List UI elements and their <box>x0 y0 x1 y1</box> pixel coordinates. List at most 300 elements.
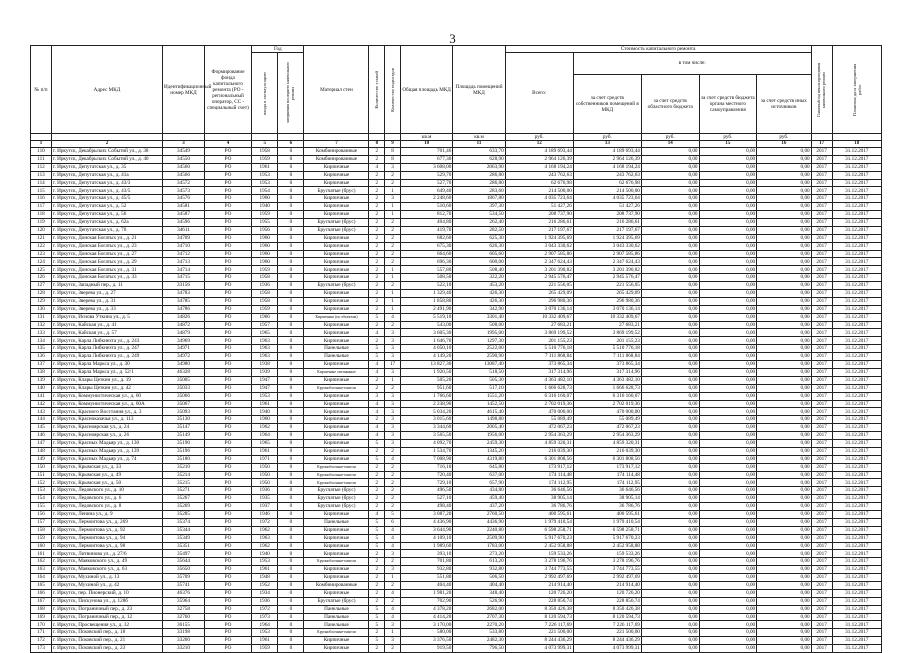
table-cell: РО <box>204 305 251 313</box>
table-cell: РО <box>204 187 251 195</box>
floors-header-text: Количество этажей <box>374 70 380 109</box>
table-row <box>31 353 882 361</box>
table-cell: 0,00 <box>641 408 699 416</box>
table-cell: 2 <box>369 479 385 487</box>
table-cell: 0 <box>278 345 304 353</box>
table-cell: 171 <box>31 629 52 637</box>
table-cell: 134 <box>31 337 52 345</box>
table-cell: 0 <box>278 305 304 313</box>
table-cell: 136 <box>31 353 52 361</box>
table-cell: 35267 <box>163 495 205 503</box>
table-cell: Панельные <box>304 345 369 353</box>
table-cell: 2017 <box>811 155 832 163</box>
table-cell: 2 <box>369 171 385 179</box>
table-cell: 146 <box>31 432 52 440</box>
table-cell: 1961 <box>252 163 278 171</box>
table-cell: 214 500,00 <box>573 187 641 195</box>
table-cell: 2 <box>369 321 385 329</box>
table-cell: 111 <box>31 155 52 163</box>
col-id-header: Идентификационный номер МКД <box>163 46 205 134</box>
table-cell: Кирпичные <box>304 337 369 345</box>
table-cell: 243 762,63 <box>573 171 641 179</box>
table-cell: г. Иркутск, Литвинова ул., д. 27/6 <box>51 550 162 558</box>
table-cell: 393,10 <box>400 550 452 558</box>
table-cell: 137 <box>31 361 52 369</box>
table-cell: 35344 <box>163 526 205 534</box>
table-cell: 151 <box>31 471 52 479</box>
table-cell: 0 <box>278 361 304 369</box>
table-cell: 2 <box>369 179 385 187</box>
table-cell: 27 683,21 <box>505 321 573 329</box>
table-cell: 0,00 <box>699 400 757 408</box>
table-cell: 0 <box>278 455 304 463</box>
table-cell: 1953 <box>252 179 278 187</box>
table-cell: 5 <box>369 637 385 645</box>
table-cell: 31.12.2017 <box>832 321 881 329</box>
table-cell: 34713 <box>163 258 205 266</box>
table-cell: 35215 <box>163 479 205 487</box>
table-cell: 1 <box>385 274 401 282</box>
table-cell: 3 <box>385 345 401 353</box>
table-cell: 1961 <box>252 566 278 574</box>
table-cell: 31.12.2017 <box>832 424 881 432</box>
table-cell: 1960 <box>252 234 278 242</box>
table-cell: 1 <box>385 376 401 384</box>
table-cell: 342,90 <box>453 305 505 313</box>
table-cell: 35644 <box>163 558 205 566</box>
table-cell: Кирпичные (по объектам) <box>304 313 369 321</box>
table-cell: 0,00 <box>641 471 699 479</box>
table-cell: 1 858,80 <box>400 297 452 305</box>
table-cell: 0,00 <box>757 597 811 605</box>
table-cell: 0 <box>278 353 304 361</box>
table-cell: РО <box>204 234 251 242</box>
table-cell: 2 <box>385 234 401 242</box>
table-cell: 217 197,67 <box>573 226 641 234</box>
table-row <box>31 503 882 511</box>
table-cell: РО <box>204 637 251 645</box>
table-cell: 2017 <box>811 226 832 234</box>
table-cell: РО <box>204 542 251 550</box>
table-cell: 31.12.2017 <box>832 566 881 574</box>
table-cell: 34550 <box>163 155 205 163</box>
table-cell: 2017 <box>811 424 832 432</box>
table-cell: 129 <box>31 297 52 305</box>
table-cell: 31.12.2017 <box>832 282 881 290</box>
table-cell: 404,40 <box>400 581 452 589</box>
table-cell: 2522,00 <box>453 345 505 353</box>
table-row <box>31 368 882 376</box>
table-cell: 1 646,70 <box>400 337 452 345</box>
table-cell: РО <box>204 574 251 582</box>
table-cell: 1940 <box>252 550 278 558</box>
table-cell: 0,00 <box>757 211 811 219</box>
table-cell: 35271 <box>163 487 205 495</box>
table-cell: 4 <box>369 408 385 416</box>
table-cell: 3 <box>385 637 401 645</box>
table-cell: Брусчатые (брус) <box>304 597 369 605</box>
table-cell: 34560 <box>163 163 205 171</box>
table-cell: 112 <box>31 163 52 171</box>
table-cell: Кирпичные <box>304 290 369 298</box>
table-cell: г. Иркутск, Ледовского ул., д. 10 <box>51 487 162 495</box>
table-cell: 139 <box>31 376 52 384</box>
column-index-cell: 4 <box>204 141 251 148</box>
table-cell: 3 043 330,62 <box>505 242 573 250</box>
table-cell: 0 <box>278 234 304 242</box>
table-cell: г. Иркутск, Донская Богатых ул., д. 29 <box>51 258 162 266</box>
table-cell: 0 <box>278 155 304 163</box>
table-cell: РО <box>204 495 251 503</box>
table-cell: РО <box>204 503 251 511</box>
table-cell: 3 <box>385 566 401 574</box>
table-cell: 2 <box>369 148 385 156</box>
table-cell: 0,00 <box>699 282 757 290</box>
table-cell: РО <box>204 274 251 282</box>
table-cell: 2 <box>385 258 401 266</box>
table-cell: 0,00 <box>757 274 811 282</box>
table-cell: 1963 <box>252 337 278 345</box>
table-cell: 221 556,05 <box>505 282 573 290</box>
table-cell: 2 <box>369 195 385 203</box>
table-cell: 31.12.2017 <box>832 337 881 345</box>
table-cell: 720,40 <box>400 471 452 479</box>
table-row <box>31 534 882 542</box>
column-index-cell: 11 <box>453 141 505 148</box>
table-cell: 31.12.2017 <box>832 392 881 400</box>
table-cell: 0 <box>278 597 304 605</box>
table-cell: 397,30 <box>453 203 505 211</box>
table-cell: 0 <box>278 542 304 550</box>
table-cell: 1956,00 <box>453 432 505 440</box>
table-cell: 4 035 723,64 <box>505 195 573 203</box>
table-cell: Кирпичные смешанные <box>304 368 369 376</box>
table-cell: 527,70 <box>400 179 452 187</box>
table-cell: 2 238,90 <box>400 400 452 408</box>
table-cell: 2017 <box>811 187 832 195</box>
column-index-cell: 17 <box>811 141 832 148</box>
table-cell: 4 <box>369 368 385 376</box>
table-cell: 0,00 <box>641 179 699 187</box>
table-cell: 2017 <box>811 510 832 518</box>
table-cell: 6 301 808,56 <box>505 455 573 463</box>
table-cell: Кирпичные <box>304 163 369 171</box>
table-cell: 128 <box>31 290 52 298</box>
table-cell: 4 <box>385 605 401 613</box>
table-cell: 0,00 <box>641 148 699 156</box>
table-cell: 0,00 <box>699 384 757 392</box>
table-cell: 0,00 <box>699 211 757 219</box>
table-cell: 0,00 <box>641 581 699 589</box>
table-cell: 2017 <box>811 479 832 487</box>
table-cell: 434,80 <box>453 487 505 495</box>
table-cell: 400 595,61 <box>573 510 641 518</box>
table-cell: 3 <box>385 400 401 408</box>
table-cell: 0,00 <box>757 550 811 558</box>
table-cell: 132 <box>31 321 52 329</box>
table-cell: 696,30 <box>400 258 452 266</box>
table-row <box>31 297 882 305</box>
table-cell: 2 347 624,43 <box>573 258 641 266</box>
column-index-cell: 1 <box>31 141 52 148</box>
table-cell: РО <box>204 155 251 163</box>
table-cell: 17 <box>385 361 401 369</box>
table-cell: 419,70 <box>400 226 452 234</box>
table-cell: 1 <box>385 305 401 313</box>
table-cell: Брусчатые (брус) <box>304 226 369 234</box>
table-cell: 1959 <box>252 305 278 313</box>
table-cell: 4 189 693,44 <box>505 148 573 156</box>
table-cell: РО <box>204 629 251 637</box>
table-cell: 152 <box>31 479 52 487</box>
table-cell: 543,00 <box>400 321 452 329</box>
table-cell: 31.12.2017 <box>832 187 881 195</box>
table-cell: 2 <box>369 447 385 455</box>
table-cell: РО <box>204 368 251 376</box>
table-cell: 1966 <box>252 313 278 321</box>
unit-rub-1: руб. <box>505 134 573 141</box>
col-commission-header <box>252 53 278 134</box>
table-cell: 1963 <box>252 345 278 353</box>
table-cell: Крупноблочные-панели <box>304 471 369 479</box>
table-cell: 2270,20 <box>453 621 505 629</box>
table-cell: 2017 <box>811 266 832 274</box>
table-cell: 1937 <box>252 503 278 511</box>
table-cell: 5 <box>369 313 385 321</box>
table-cell: 8 244 436,29 <box>573 637 641 645</box>
table-cell: 0 <box>278 195 304 203</box>
table-cell: 5 <box>369 534 385 542</box>
table-cell: 36 786,76 <box>505 503 573 511</box>
table-cell: 0,00 <box>699 487 757 495</box>
table-cell: Кирпичные <box>304 432 369 440</box>
table-cell: 0,00 <box>641 171 699 179</box>
table-cell: 214 914,40 <box>505 581 573 589</box>
table-cell: 2 954 363,29 <box>505 432 573 440</box>
table-cell: Брусчатые (брус) <box>304 187 369 195</box>
table-cell: Брусчатые (брус) <box>304 487 369 495</box>
table-cell: 0 <box>278 392 304 400</box>
table-cell: 133 <box>31 329 52 337</box>
table-cell: 373 865,34 <box>573 361 641 369</box>
table-cell: 1 979 410,54 <box>505 518 573 526</box>
table-cell: 8 350 426,38 <box>505 605 573 613</box>
table-cell: 0 <box>278 439 304 447</box>
table-cell: 0,00 <box>641 368 699 376</box>
table-row <box>31 219 882 227</box>
table-cell: 951,60 <box>400 384 452 392</box>
table-cell: 2707,30 <box>453 613 505 621</box>
table-cell: 159 533,26 <box>573 550 641 558</box>
table-cell: Панельные <box>304 353 369 361</box>
table-cell: 2 <box>385 179 401 187</box>
table-cell: РО <box>204 432 251 440</box>
table-cell: 34710 <box>163 242 205 250</box>
table-cell: 0,00 <box>699 242 757 250</box>
table-cell: 2 <box>369 629 385 637</box>
table-cell: 34714 <box>163 266 205 274</box>
table-cell: 0,00 <box>699 392 757 400</box>
table-cell: 31.12.2017 <box>832 439 881 447</box>
table-cell: 0,00 <box>641 219 699 227</box>
table-cell: 5 <box>369 613 385 621</box>
table-cell: 2 <box>369 376 385 384</box>
table-cell: 31.12.2017 <box>832 384 881 392</box>
table-cell: 0 <box>278 487 304 495</box>
table-cell: 31.12.2017 <box>832 250 881 258</box>
table-cell: 0,00 <box>699 361 757 369</box>
table-cell: РО <box>204 195 251 203</box>
table-cell: 3 <box>385 353 401 361</box>
table-cell: 31.12.2017 <box>832 211 881 219</box>
table-cell: 221 500,00 <box>505 629 573 637</box>
table-cell: 157 <box>31 518 52 526</box>
table-cell: 214 500,00 <box>505 187 573 195</box>
table-row <box>31 179 882 187</box>
table-cell: г. Иркутск, Донская Богатых ул., д. 33 <box>51 274 162 282</box>
table-cell: г. Иркутск, Пограничный пер., д. 23 <box>51 605 162 613</box>
table-cell: 1956 <box>252 226 278 234</box>
table-cell: 1972 <box>252 605 278 613</box>
table-cell: 1963 <box>252 534 278 542</box>
table-cell: 0,00 <box>757 155 811 163</box>
table-cell: 2 964 126,39 <box>505 155 573 163</box>
table-cell: 2017 <box>811 416 832 424</box>
table-row <box>31 203 882 211</box>
table-cell: 31.12.2017 <box>832 526 881 534</box>
table-cell: 5 917 670,23 <box>505 534 573 542</box>
table-cell: РО <box>204 258 251 266</box>
table-cell: 0,00 <box>699 550 757 558</box>
table-row <box>31 605 882 613</box>
table-cell: 2017 <box>811 629 832 637</box>
table-cell: 0 <box>278 518 304 526</box>
table-cell: 2017 <box>811 526 832 534</box>
table-cell: 0 <box>278 605 304 613</box>
table-cell: 265 429,09 <box>573 290 641 298</box>
table-cell: 32758 <box>163 605 205 613</box>
table-cell: 1345,20 <box>453 447 505 455</box>
table-cell: 1939 <box>252 368 278 376</box>
table-cell: 36 786,76 <box>573 503 641 511</box>
table-cell: 2 <box>369 416 385 424</box>
table-cell: 4 363 482,10 <box>505 376 573 384</box>
table-cell: 0 <box>278 637 304 645</box>
table-cell: 0,00 <box>757 266 811 274</box>
table-cell: 1936 <box>252 597 278 605</box>
table-cell: 36 646,56 <box>505 487 573 495</box>
table-cell: 2017 <box>811 542 832 550</box>
table-cell: РО <box>204 581 251 589</box>
table-cell: 38 905,14 <box>505 495 573 503</box>
table-cell: 1955 <box>252 219 278 227</box>
table-cell: 3 744 773,55 <box>573 566 641 574</box>
table-cell: 2 <box>369 589 385 597</box>
table-cell: 522,10 <box>400 282 452 290</box>
table-cell: 1452,50 <box>453 400 505 408</box>
table-cell: РО <box>204 463 251 471</box>
table-cell: 0,00 <box>699 297 757 305</box>
table-row <box>31 424 882 432</box>
unit-rub-4: руб. <box>699 134 757 141</box>
table-cell: 0,00 <box>699 621 757 629</box>
table-cell: 2 <box>369 574 385 582</box>
table-cell: 31.12.2017 <box>832 637 881 645</box>
table-cell: 2 <box>385 242 401 250</box>
table-cell: 0,00 <box>641 155 699 163</box>
table-cell: 0 <box>278 211 304 219</box>
table-cell: 0,00 <box>641 503 699 511</box>
table-cell: 2590,90 <box>453 353 505 361</box>
table-cell: 3 <box>385 368 401 376</box>
table-cell: 1962 <box>252 526 278 534</box>
table-cell: 0,00 <box>641 574 699 582</box>
table-cell: 701,46 <box>400 148 452 156</box>
table-cell: 4 <box>369 329 385 337</box>
header-row-1 <box>31 46 882 53</box>
table-cell: 2 <box>369 305 385 313</box>
table-cell: Кирпичные <box>304 566 369 574</box>
table-cell: 0,00 <box>757 353 811 361</box>
table-cell: Кирпичные <box>304 424 369 432</box>
table-cell: 0 <box>278 534 304 542</box>
table-cell: 174 114,48 <box>573 471 641 479</box>
table-cell: 1938 <box>252 361 278 369</box>
table-cell: 2017 <box>811 376 832 384</box>
table-cell: 2017 <box>811 258 832 266</box>
table-cell: 31.12.2017 <box>832 353 881 361</box>
table-cell: 2 <box>385 226 401 234</box>
table-cell: 0,00 <box>757 171 811 179</box>
table-cell: 1971 <box>252 455 278 463</box>
table-cell: 3 278 196,76 <box>573 558 641 566</box>
table-cell: 282,50 <box>453 226 505 234</box>
table-cell: 0,00 <box>757 234 811 242</box>
table-cell: 0 <box>278 432 304 440</box>
table-cell: 459,40 <box>453 495 505 503</box>
table-cell: 31.12.2017 <box>832 416 881 424</box>
table-cell: 0,00 <box>699 526 757 534</box>
last-repair-header-text: завершения последнего капитального ремонта <box>285 62 295 124</box>
col-address-header: Адрес МКД <box>51 46 162 134</box>
table-cell: 0,00 <box>641 439 699 447</box>
table-cell: 4 <box>369 424 385 432</box>
table-cell: 31.12.2017 <box>832 621 881 629</box>
table-cell: 36155 <box>163 621 205 629</box>
table-cell: 2063,90 <box>453 163 505 171</box>
table-cell: г. Иркутск, Красных Мадьяр ул., д. 130 <box>51 439 162 447</box>
table-cell: 2 <box>385 495 401 503</box>
table-cell: г. Иркутск, Мухиной ул., д. 13 <box>51 574 162 582</box>
table-cell: 2 <box>369 155 385 163</box>
table-cell: 533,80 <box>453 629 505 637</box>
table-row <box>31 574 882 582</box>
table-cell: 0,00 <box>757 613 811 621</box>
table-cell: Кирпичные <box>304 534 369 542</box>
table-cell: 114 <box>31 179 52 187</box>
table-cell: 0,00 <box>641 558 699 566</box>
table-cell: 1 924 395,69 <box>573 234 641 242</box>
table-cell: 31.12.2017 <box>832 479 881 487</box>
table-cell: 0 <box>278 526 304 534</box>
table-cell: 2482,30 <box>453 637 505 645</box>
table-cell: 1959 <box>252 155 278 163</box>
table-cell: г. Иркутск, Донская Богатых ул., д. 23 <box>51 242 162 250</box>
table-cell: 5 <box>369 345 385 353</box>
table-cell: 4319,80 <box>453 455 505 463</box>
table-cell: 0 <box>278 290 304 298</box>
table-cell: 2 <box>369 187 385 195</box>
